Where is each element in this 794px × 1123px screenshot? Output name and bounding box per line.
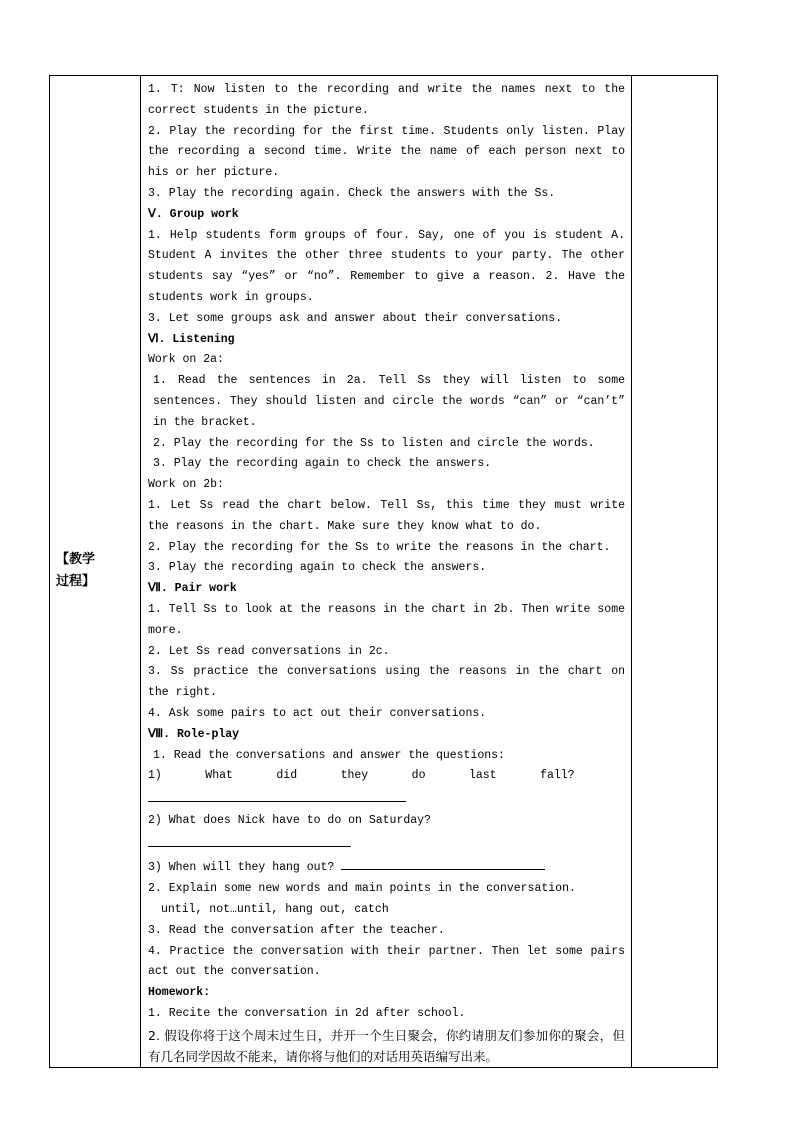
- step-2b-again: 3. Play the recording again to check the answers.: [148, 561, 487, 575]
- step-pair-act: 4. Ask some pairs to act out their conversations.: [148, 706, 487, 720]
- step-explain-words: 2. Explain some new words and main points in the conversation.: [148, 882, 576, 896]
- heading-role-play: Ⅷ. Role-play: [148, 727, 240, 741]
- section-label-line2: 过程】: [56, 574, 96, 590]
- step-role-read: 1. Read the conversations and answer the questions:: [153, 748, 505, 762]
- homework-writing-task: 2. 假设你将于这个周末过生日，并开一个生日聚会，你约请朋友们参加你的聚会，但有几名同学因故不能来，请你将与他们的对话用英语编写出来。: [148, 1027, 625, 1064]
- step-check-answers: 3. Play the recording again. Check the answers with the Ss.: [148, 186, 556, 200]
- lesson-plan-table: [49, 75, 718, 1068]
- answer-blank-1[interactable]: [148, 787, 406, 802]
- answer-line-2: [148, 832, 625, 856]
- heading-pair-work: Ⅶ. Pair work: [148, 582, 237, 596]
- step-play-recording: 2. Play the recording for the first time. Students only listen. Play the recording a second time. Write the name of each person next to his or her picture.: [148, 124, 625, 180]
- heading-homework: Homework:: [148, 986, 211, 1000]
- heading-listening: Ⅵ. Listening: [148, 332, 235, 346]
- step-2b-read: 1. Let Ss read the chart below. Tell Ss, this time they must write the reasons in the chart. Make sure they know what to do.: [148, 498, 625, 533]
- answer-blank-2[interactable]: [148, 832, 351, 847]
- step-read-after-teacher: 3. Read the conversation after the teacher.: [148, 923, 445, 937]
- content-cell: [141, 76, 632, 1068]
- heading-group-work: Ⅴ. Group work: [148, 207, 239, 221]
- step-pair-reasons: 1. Tell Ss to look at the reasons in the chart in 2b. Then write some more.: [148, 602, 625, 637]
- work-on-2b: Work on 2b:: [148, 478, 224, 492]
- work-on-2a: Work on 2a:: [148, 353, 224, 367]
- label-cell: [50, 76, 141, 1068]
- question-3-text: 3) When will they hang out?: [148, 861, 335, 875]
- step-group-work: 1. Help students form groups of four. Say, one of you is student A. Student A invites the other three students to your party. The other students say “yes” or “no”. Remember to give a reason. 2. Have the students work in groups.: [148, 228, 625, 304]
- question-2: 2) What does Nick have to do on Saturday?: [148, 813, 431, 827]
- section-label-line1: 【教学: [56, 552, 96, 568]
- question-3: [148, 855, 625, 879]
- step-record-names: 1. T: Now listen to the recording and write the names next to the correct students in the picture.: [148, 83, 625, 117]
- table-row: [50, 76, 718, 1068]
- step-2a-again: 3. Play the recording again to check the answers.: [153, 457, 492, 471]
- step-practice-partner: 4. Practice the conversation with their partner. Then let some pairs act out the conversation.: [148, 944, 625, 979]
- homework-recite: 1. Recite the conversation in 2d after school.: [148, 1007, 466, 1021]
- question-1: [148, 766, 625, 811]
- answer-blank-3[interactable]: [341, 855, 545, 870]
- vocabulary-list: until, not…until, hang out, catch: [161, 903, 389, 917]
- notes-cell: [632, 76, 718, 1068]
- section-label: [50, 549, 140, 593]
- step-2a-read: 1. Read the sentences in 2a. Tell Ss they will listen to some sentences. They should listen and circle the words “can” or “can’t” in the bracket.: [153, 374, 625, 429]
- step-pair-practice: 3. Ss practice the conversations using the reasons in the chart on the right.: [148, 665, 625, 700]
- step-2b-play: 2. Play the recording for the Ss to write the reasons in the chart.: [148, 540, 611, 554]
- step-pair-read: 2. Let Ss read conversations in 2c.: [148, 644, 390, 658]
- step-groups-ask: 3. Let some groups ask and answer about their conversations.: [148, 311, 563, 325]
- question-1-text: 1) What did they do last fall?: [148, 769, 575, 783]
- step-2a-play: 2. Play the recording for the Ss to listen and circle the words.: [153, 436, 595, 450]
